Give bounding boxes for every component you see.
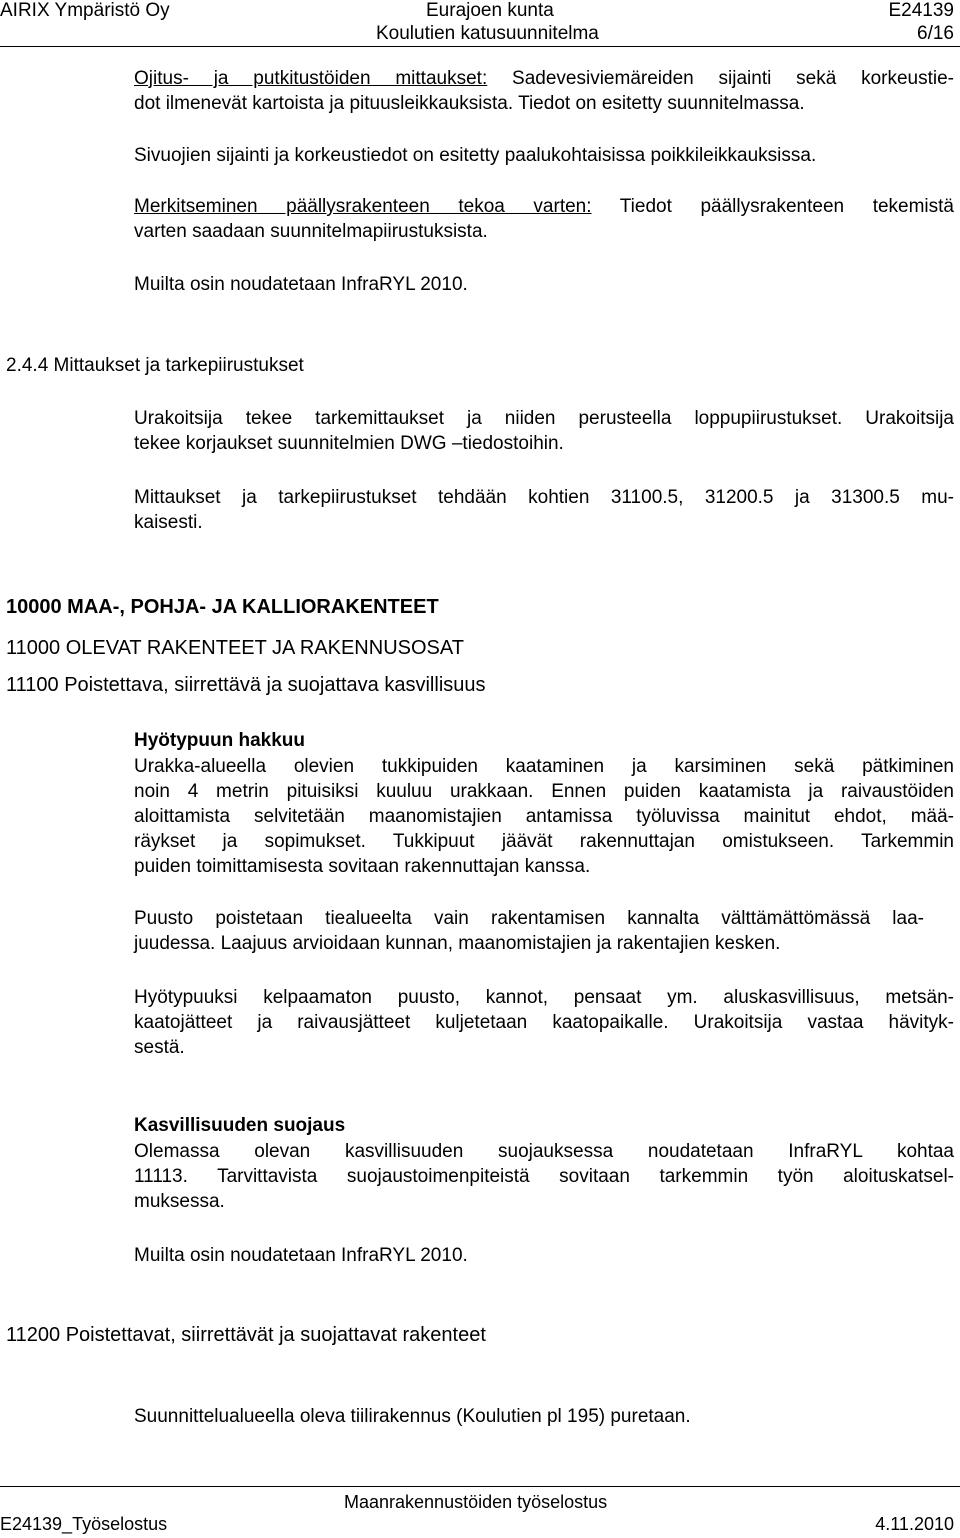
hyotypuu-1-line-1: Urakka-alueella olevien tukkipuiden kaataminen ja karsiminen sekä pätkiminen bbox=[134, 756, 954, 777]
subheading-kasvillisuus: Kasvillisuuden suojaus bbox=[134, 1115, 346, 1136]
kasvillisuus-1-line-2: 11113. Tarvittavista suojaustoimenpiteistä sovitaan tarkemmin työn aloituskatsel- bbox=[134, 1166, 954, 1187]
footer-file-name: E24139_Työselostus bbox=[0, 1514, 168, 1534]
hyotypuu-1-line-4: räykset ja sopimukset. Tukkipuut jäävät rakennuttajan omistukseen. Tarkemmin bbox=[134, 831, 954, 852]
hyotypuu-3-line-1: Hyötypuuksi kelpaamaton puusto, kannot, pensaat ym. aluskasvillisuus, metsän- bbox=[134, 987, 954, 1008]
mittaukset-line-2: kaisesti. bbox=[134, 512, 203, 533]
footer-date: 4.11.2010 bbox=[875, 1514, 954, 1534]
merkitseminen-label: Merkitseminen päällysrakenteen tekoa varten: bbox=[134, 196, 592, 217]
hyotypuu-3-line-2: kaatojätteet ja raivausjätteet kuljetetaan kaatopaikalle. Urakoitsija vastaa hävityk- bbox=[134, 1012, 954, 1033]
hyotypuu-2-line-1: Puusto poistetaan tiealueelta vain rakentamisen kannalta välttämättömässä laa- bbox=[134, 908, 924, 929]
ojitus-text-1: Sadevesiviemäreiden sijainti sekä korkeustie- bbox=[512, 68, 954, 89]
header-municipality: Eurajoen kunta bbox=[426, 0, 554, 21]
merkitseminen-text-2: varten saadaan suunnitelmapiirustuksista. bbox=[134, 221, 488, 242]
paragraph-merkitseminen bbox=[134, 194, 954, 244]
tarkemittaukset-line-1: Urakoitsija tekee tarkemittaukset ja niiden perusteella loppupiirustukset. Urakoitsija bbox=[134, 408, 954, 429]
hyotypuu-1-line-3: aloittamista selvitetään maanomistajien antamissa työluvissa mainitut ehdot, mää- bbox=[134, 806, 954, 827]
header-rule bbox=[0, 46, 960, 47]
mittaukset-line-1: Mittaukset ja tarkepiirustukset tehdään kohtien 31100.5, 31200.5 ja 31300.5 mu- bbox=[134, 487, 954, 508]
tarkemittaukset-line-2: tekee korjaukset suunnitelmien DWG –tiedostoihin. bbox=[134, 433, 564, 454]
heading-11100: 11100 Poistettava, siirrettävä ja suojattava kasvillisuus bbox=[6, 674, 486, 696]
paragraph-infraryl-1: Muilta osin noudatetaan InfraRYL 2010. bbox=[134, 274, 468, 295]
header-doc-code: E24139 bbox=[888, 0, 954, 21]
paragraph-infraryl-2: Muilta osin noudatetaan InfraRYL 2010. bbox=[134, 1245, 468, 1266]
kasvillisuus-1-line-3: muksessa. bbox=[134, 1191, 225, 1212]
header-doc-title: Koulutien katusuunnitelma bbox=[376, 23, 599, 44]
hyotypuu-1-line-5: puiden toimittamisesta sovitaan rakennuttajan kanssa. bbox=[134, 856, 591, 877]
hyotypuu-3-line-3: sestä. bbox=[134, 1037, 185, 1058]
heading-11200: 11200 Poistettavat, siirrettävät ja suojattavat rakenteet bbox=[6, 1324, 486, 1346]
ojitus-label: Ojitus- ja putkitustöiden mittaukset: bbox=[134, 68, 488, 89]
kasvillisuus-1-line-1: Olemassa olevan kasvillisuuden suojauksessa noudatetaan InfraRYL kohtaa bbox=[134, 1141, 954, 1162]
heading-2-4-4: 2.4.4 Mittaukset ja tarkepiirustukset bbox=[6, 355, 304, 376]
hyotypuu-1-line-2: noin 4 metrin pituisiksi kuuluu urakkaan. Ennen puiden kaatamista ja raivaustöiden bbox=[134, 781, 954, 802]
hyotypuu-2-line-2: juudessa. Laajuus arvioidaan kunnan, maanomistajien ja rakentajien kesken. bbox=[134, 933, 781, 954]
paragraph-tarkemittaukset bbox=[134, 406, 954, 456]
subheading-hyotypuu: Hyötypuun hakkuu bbox=[134, 730, 306, 751]
heading-10000: 10000 MAA-, POHJA- JA KALLIORAKENTEET bbox=[6, 596, 439, 618]
heading-11000: 11000 OLEVAT RAKENTEET JA RAKENNUSOSAT bbox=[6, 637, 464, 659]
header-company: AIRIX Ympäristö Oy bbox=[0, 0, 170, 21]
paragraph-hyotypuu-3 bbox=[134, 985, 954, 1060]
paragraph-sivuojat: Sivuojien sijainti ja korkeustiedot on esitetty paalukohtaisissa poikkileikkauksissa. bbox=[134, 145, 817, 166]
footer-doc-name: Maanrakennustöiden työselostus bbox=[344, 1492, 608, 1512]
paragraph-hyotypuu-2 bbox=[134, 906, 924, 956]
paragraph-ojitus bbox=[134, 66, 954, 116]
paragraph-hyotypuu-1 bbox=[134, 754, 954, 879]
footer-rule bbox=[0, 1486, 960, 1487]
paragraph-kasvillisuus-1 bbox=[134, 1139, 954, 1214]
merkitseminen-text-1: Tiedot päällysrakenteen tekemistä bbox=[619, 196, 954, 217]
paragraph-tiilirakennus: Suunnittelualueella oleva tiilirakennus (Koulutien pl 195) puretaan. bbox=[134, 1406, 691, 1427]
ojitus-text-2: dot ilmenevät kartoista ja pituusleikkauksista. Tiedot on esitetty suunnitelmassa. bbox=[134, 93, 805, 114]
paragraph-mittaukset-kohdat bbox=[134, 485, 954, 535]
header-page-number: 6/16 bbox=[917, 23, 954, 44]
